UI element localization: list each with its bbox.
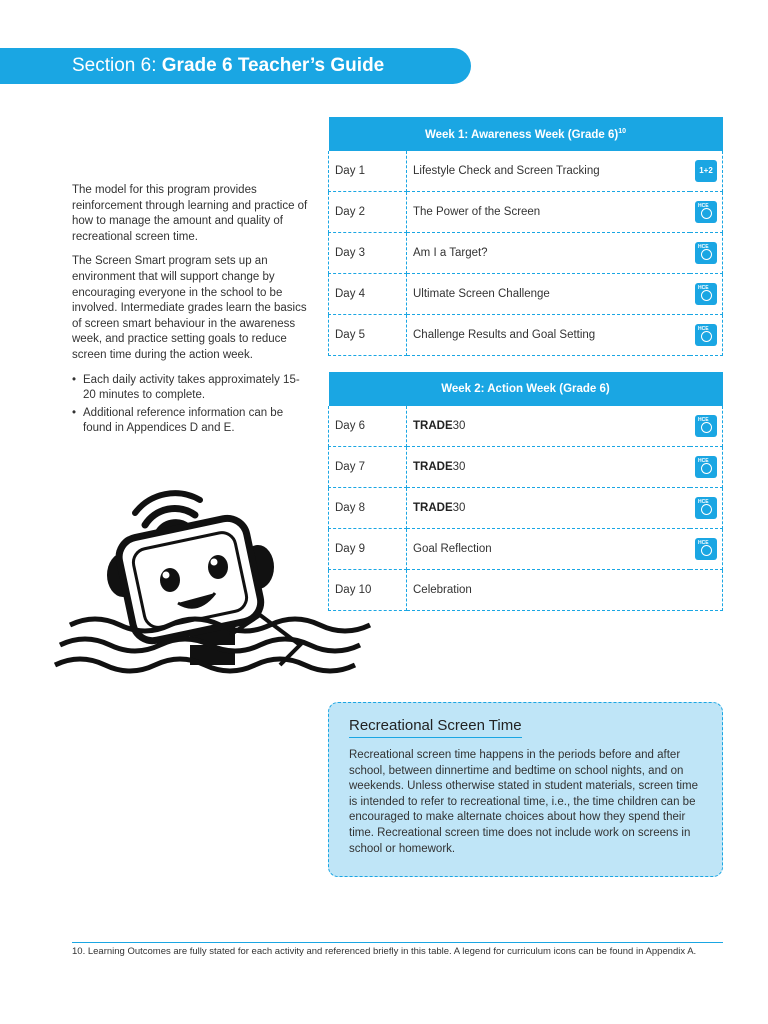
box-title: Recreational Screen Time [349, 717, 522, 738]
health-icon: HCE [695, 201, 717, 223]
footnote: 10. Learning Outcomes are fully stated for each activity and referenced briefly in this table. A legend for curriculum icons can be found in Appendix A. [72, 946, 697, 957]
week-2-title: Week 2: Action Week (Grade 6) [329, 372, 723, 406]
table-row: Day 9 Goal Reflection HCE [329, 529, 723, 570]
box-text: Recreational screen time happens in the periods before and after school, between dinnertime and bedtime on school nights, and on weekends. Unless otherwise stated in student materials, screen time is intended to refer to recreational time, i.e., the time children can be encouraged to make alternate choices about how they spend their time. Recreational screen time does not include work on screens in school or homework. [349, 749, 698, 855]
week-2-table [328, 372, 723, 611]
intro-bullets [72, 373, 312, 437]
health-icon: HCE [695, 283, 717, 305]
bullet-item: • Each daily activity takes approximately 15-20 minutes to complete. [72, 373, 300, 402]
recreational-screen-time-box [328, 702, 723, 877]
intro-paragraph-2: The Screen Smart program sets up an environment that will support change by encouraging everyone in the school to be involved. Intermediate grades learn the basics of screen smart behaviour in the awareness week, and practice setting goals to reduce screen time during the action week. [72, 255, 307, 361]
table-row: Day 8 TRADE30 HCE [329, 488, 723, 529]
table-row: Day 4 Ultimate Screen Challenge HCE [329, 274, 723, 315]
week-1-title: Week 1: Awareness Week (Grade 6)$^{10}$ [329, 117, 723, 151]
week-1-table [328, 117, 723, 356]
table-row: Day 2 The Power of the Screen HCE [329, 192, 723, 233]
health-icon: HCE [695, 415, 717, 437]
table-row: Day 6 TRADE30 HCE [329, 406, 723, 447]
health-icon: HCE [695, 324, 717, 346]
page-title: Grade 6 Teacher’s Guide [161, 55, 385, 76]
section-label: Section 6: [72, 55, 157, 76]
table-row: Day 5 Challenge Results and Goal Setting HCE [329, 315, 723, 356]
numeracy-icon: 1+2 [695, 160, 717, 182]
table-row: Day 7 TRADE30 HCE [329, 447, 723, 488]
section-header [0, 48, 471, 84]
footnote-divider [72, 942, 723, 943]
intro-paragraph-1: The model for this program provides reinforcement through learning and practice of how to manage the amount and quality of recreational screen time. [72, 184, 308, 243]
health-icon: HCE [695, 538, 717, 560]
health-icon: HCE [695, 242, 717, 264]
health-icon: HCE [695, 497, 717, 519]
table-row: Day 1 Lifestyle Check and Screen Tracking 1+2 [329, 151, 723, 192]
intro-text [72, 183, 312, 439]
bullet-item: • Additional reference information can be found in Appendices D and E. [72, 406, 284, 435]
health-icon: HCE [695, 456, 717, 478]
table-row: Day 10 Celebration [329, 570, 723, 611]
table-row: Day 3 Am I a Target? HCE [329, 233, 723, 274]
